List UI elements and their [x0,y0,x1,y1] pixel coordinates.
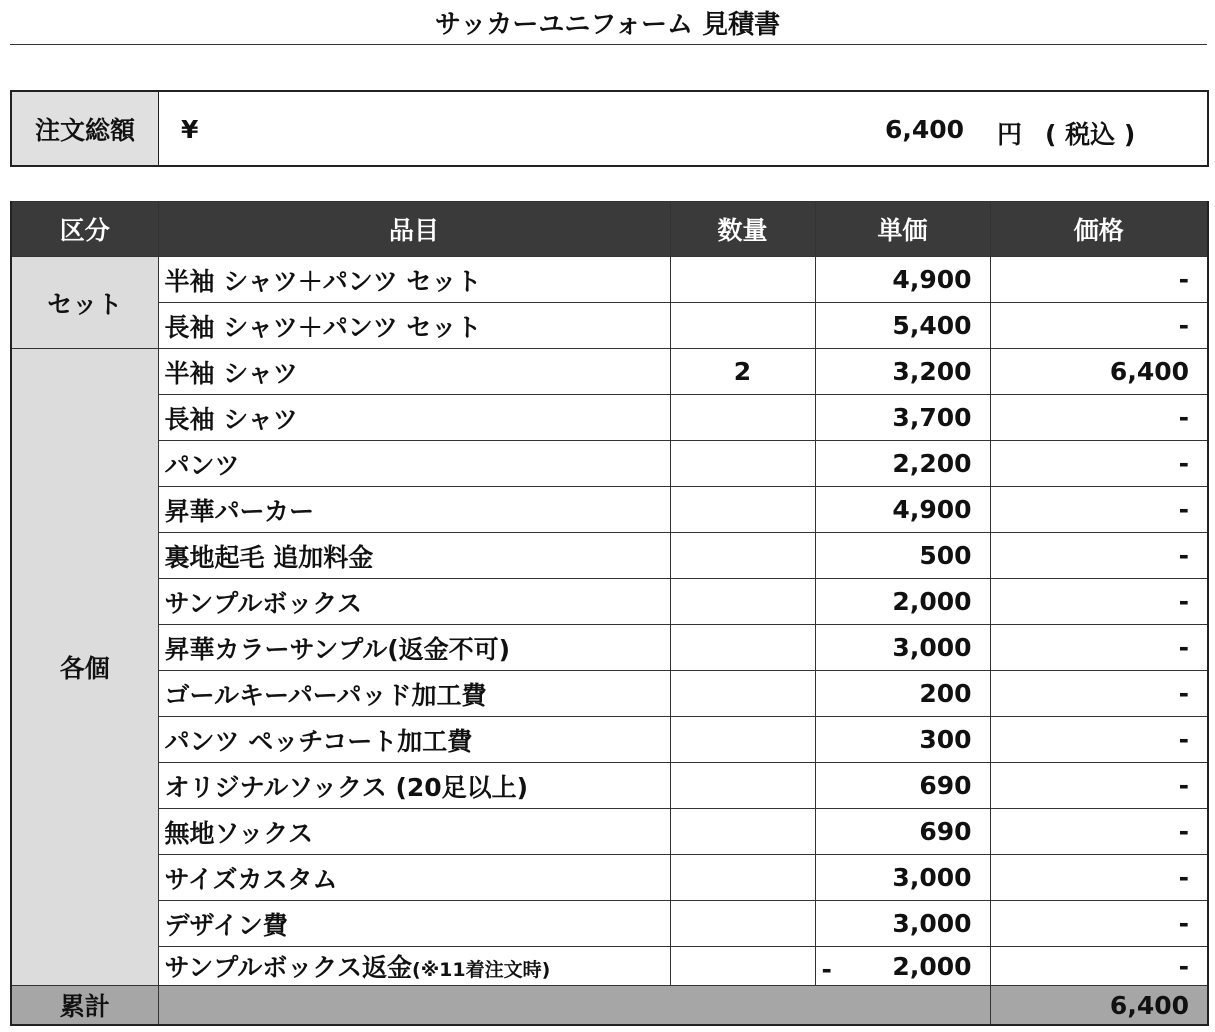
item-cell[interactable]: 半袖 シャツ＋パンツ セット [158,257,670,303]
unit-price-cell: 690 [815,809,990,855]
unit-price-cell: 3,200 [815,349,990,395]
unit-price-cell: 4,900 [815,257,990,303]
minus-sign: - [821,955,832,984]
quantity-cell[interactable] [670,763,815,809]
price-cell: - [990,947,1208,986]
table-row [11,809,1208,855]
table-row [11,395,1208,441]
price-cell: - [990,717,1208,763]
table-row [11,763,1208,809]
unit-price-cell: 3,000 [815,901,990,947]
header-price: 価格 [990,202,1208,257]
table-row [11,625,1208,671]
order-total-value [159,92,1207,165]
quantity-cell[interactable] [670,257,815,303]
header-category: 区分 [11,202,158,257]
unit-price-cell: 4,900 [815,487,990,533]
estimate-table [10,201,1209,1026]
unit-price-cell: 3,000 [815,855,990,901]
total-spacer [158,986,990,1026]
price-cell: - [990,671,1208,717]
order-total-unit: 円 [997,120,1023,149]
item-cell[interactable]: 半袖 シャツ [158,349,670,395]
quantity-cell[interactable] [670,533,815,579]
price-cell: - [990,441,1208,487]
price-cell: - [990,487,1208,533]
header-quantity: 数量 [670,202,815,257]
item-cell[interactable]: サンプルボックス [158,579,670,625]
total-row [11,986,1208,1026]
table-row [11,441,1208,487]
item-name: サンプルボックス返金 [164,953,413,982]
item-cell[interactable]: 無地ソックス [158,809,670,855]
price-cell: - [990,763,1208,809]
quantity-cell[interactable]: 2 [670,349,815,395]
item-cell[interactable]: 昇華カラーサンプル(返金不可) [158,625,670,671]
total-price: 6,400 [990,986,1208,1026]
quantity-cell[interactable] [670,487,815,533]
page-title: サッカーユニフォーム 見積書 [434,10,781,40]
table-row [11,855,1208,901]
unit-price-cell: 200 [815,671,990,717]
item-cell[interactable]: 長袖 シャツ [158,395,670,441]
quantity-cell[interactable] [670,855,815,901]
quantity-cell[interactable] [670,671,815,717]
table-row [11,901,1208,947]
item-cell[interactable]: ゴールキーパーパッド加工費 [158,671,670,717]
price-cell: 6,400 [990,349,1208,395]
price-cell: - [990,257,1208,303]
unit-price-cell: 2,000 [815,579,990,625]
header-item: 品目 [158,202,670,257]
item-cell[interactable]: 裏地起毛 追加料金 [158,533,670,579]
unit-price-cell: 500 [815,533,990,579]
quantity-cell[interactable] [670,395,815,441]
quantity-cell[interactable] [670,579,815,625]
price-cell: - [990,579,1208,625]
table-row [11,487,1208,533]
item-cell[interactable]: デザイン費 [158,901,670,947]
total-label: 累計 [11,986,158,1026]
table-row [11,533,1208,579]
unit-price-cell: 300 [815,717,990,763]
item-cell[interactable]: 長袖 シャツ＋パンツ セット [158,303,670,349]
price-cell: - [990,533,1208,579]
unit-price-cell: 5,400 [815,303,990,349]
price-cell: - [990,303,1208,349]
quantity-cell[interactable] [670,625,815,671]
item-cell[interactable]: パンツ [158,441,670,487]
item-cell[interactable] [158,947,670,986]
unit-price-cell: 2,200 [815,441,990,487]
quantity-cell[interactable] [670,947,815,986]
quantity-cell[interactable] [670,809,815,855]
table-row [11,717,1208,763]
table-header-row [11,202,1208,257]
unit-price-cell: 3,000 [815,625,990,671]
unit-price-cell [815,947,990,986]
currency-symbol: ¥ [181,115,199,144]
group-label-set: セット [11,257,158,349]
unit-price-value: 2,000 [892,951,972,981]
price-cell: - [990,625,1208,671]
unit-price-cell: 3,700 [815,395,990,441]
title-divider [10,44,1207,45]
table-row [11,303,1208,349]
item-note: (※11着注文時) [412,959,551,981]
item-cell[interactable]: オリジナルソックス (20足以上) [158,763,670,809]
header-unit-price: 単価 [815,202,990,257]
price-cell: - [990,901,1208,947]
table-row [11,671,1208,717]
table-row [11,579,1208,625]
quantity-cell[interactable] [670,303,815,349]
quantity-cell[interactable] [670,441,815,487]
item-cell[interactable]: サイズカスタム [158,855,670,901]
price-cell: - [990,395,1208,441]
tax-note: ( 税込 ) [1045,120,1136,149]
item-cell[interactable]: パンツ ペッチコート加工費 [158,717,670,763]
order-total-label: 注文総額 [12,92,159,165]
table-row [11,257,1208,303]
unit-price-cell: 690 [815,763,990,809]
quantity-cell[interactable] [670,901,815,947]
table-row [11,349,1208,395]
group-label-individual: 各個 [11,349,158,986]
quantity-cell[interactable] [670,717,815,763]
order-total-box [10,90,1209,167]
price-cell: - [990,809,1208,855]
table-row [11,947,1208,986]
order-total-amount: 6,400 [885,115,965,144]
item-cell[interactable]: 昇華パーカー [158,487,670,533]
price-cell: - [990,855,1208,901]
